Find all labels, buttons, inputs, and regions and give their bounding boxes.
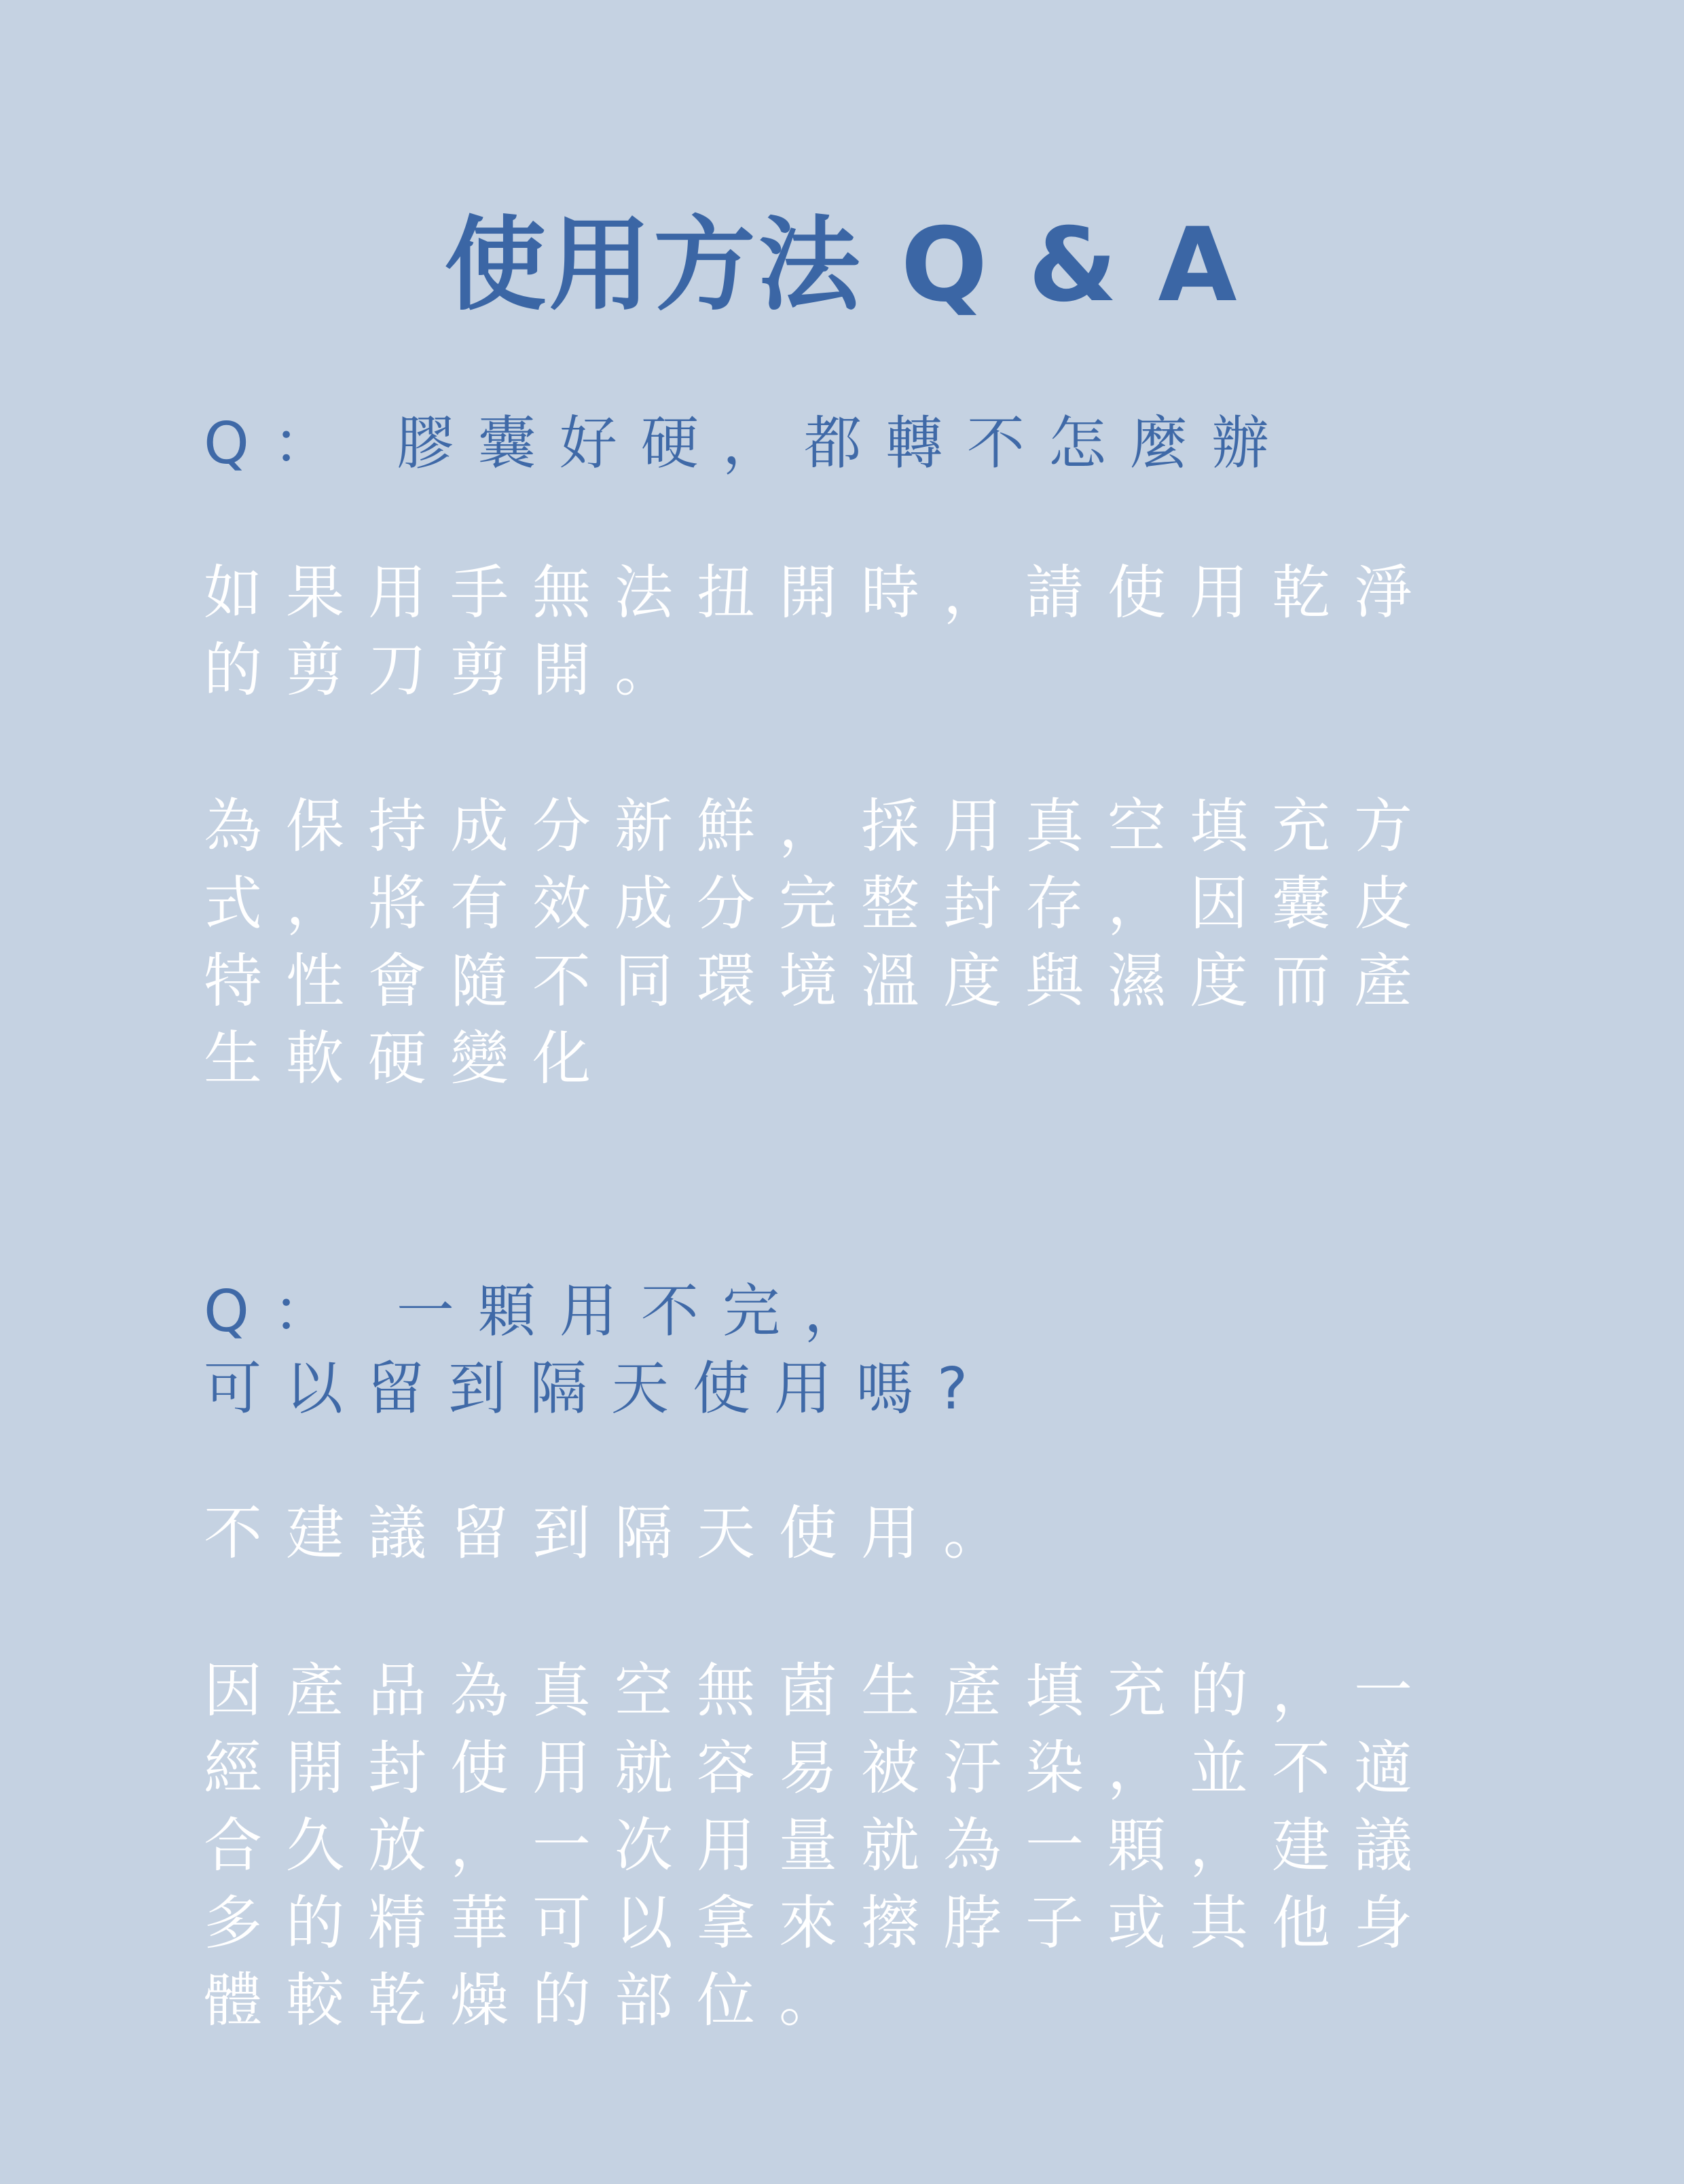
answer-2-para-2-line-2: 經開封使用就容易被汙染，並不適 xyxy=(204,1734,1436,1802)
answer-2-para-2-line-5: 體較乾燥的部位。 xyxy=(204,1967,861,2035)
answer-2-para-2-line-4: 多的精華可以拿來擦脖子或其他身 xyxy=(204,1889,1436,1957)
answer-1-para-2-line-4: 生軟硬變化 xyxy=(204,1025,615,1093)
answer-1-para-1-line-1: 如果用手無法扭開時，請使用乾淨 xyxy=(204,559,1436,627)
answer-1-para-1-line-2: 的剪刀剪開。 xyxy=(204,636,697,704)
question-2-line-1: Q： 一顆用不完， xyxy=(204,1278,885,1345)
page-title: 使用方法 Q & A xyxy=(444,206,1240,325)
answer-2-para-1-line-1: 不建議留到隔天使用。 xyxy=(204,1499,1025,1567)
question-1-line-1: Q： 膠囊好硬，都轉不怎麼辦 xyxy=(204,410,1293,477)
answer-1-para-2-line-1: 為保持成分新鮮，採用真空填充方 xyxy=(204,793,1436,860)
answer-2-para-2-line-3: 合久放，一次用量就為一顆，建議 xyxy=(204,1812,1436,1880)
answer-1-para-2-line-2: 式，將有效成分完整封存，因囊皮 xyxy=(204,870,1436,938)
answer-2-para-2-line-1: 因產品為真空無菌生產填充的，一 xyxy=(204,1657,1436,1725)
answer-1-para-2-line-3: 特性會隨不同環境溫度與濕度而產 xyxy=(204,947,1436,1015)
question-2-line-2: 可以留到隔天使用嗎? xyxy=(204,1355,992,1423)
